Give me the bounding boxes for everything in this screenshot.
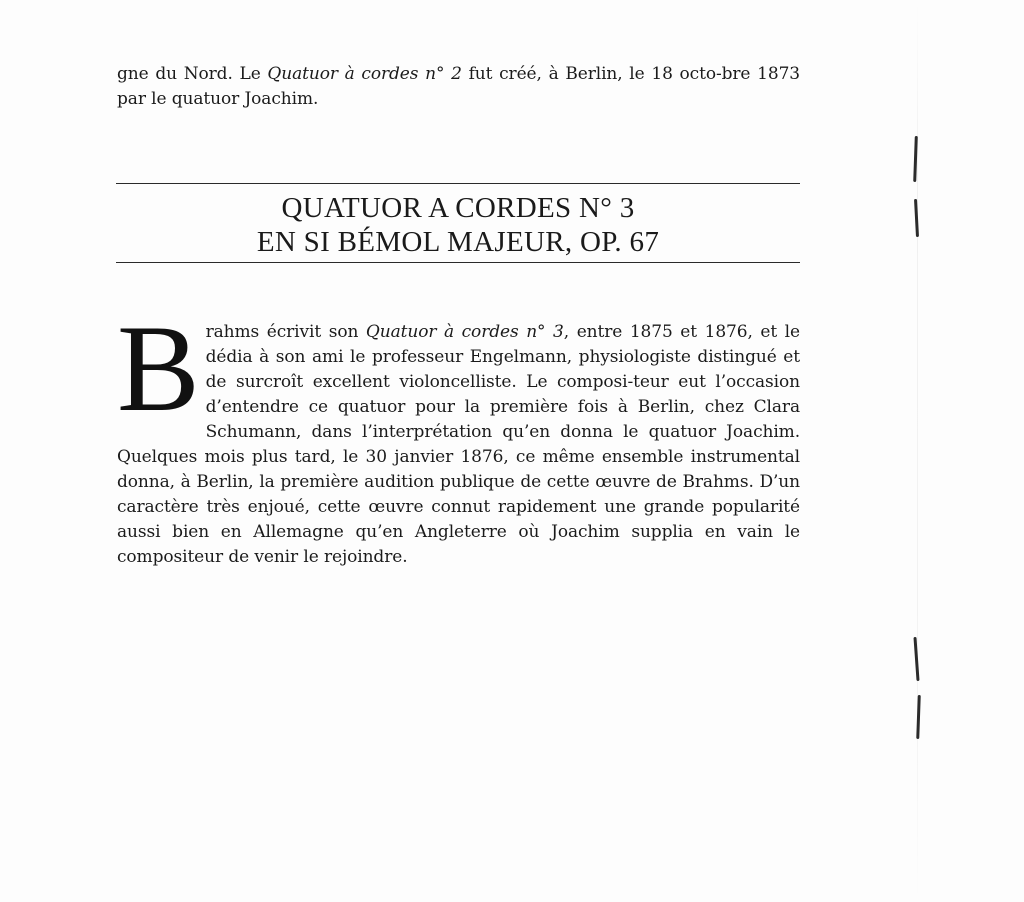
intro-work-title: Quatuor à cordes n° 2 xyxy=(267,64,462,84)
heading-line-2: EN SI BÉMOL MAJEUR, OP. 67 xyxy=(256,226,660,258)
heading-rule-top xyxy=(116,183,800,184)
intro-text-end: fut créé, à Berlin, le 18 octo-bre 1873 par le quatuor Joachim. xyxy=(117,64,800,109)
body-text-start: rahms écrivit son xyxy=(205,322,366,342)
intro-paragraph xyxy=(117,62,800,112)
heading-line-1: QUATUOR A CORDES N° 3 xyxy=(281,192,635,224)
body-work-title: Quatuor à cordes n° 3 xyxy=(365,322,564,342)
staple-mark-4 xyxy=(916,695,921,739)
heading-rule-bottom xyxy=(116,262,800,263)
intro-text-start: gne du Nord. Le xyxy=(117,64,268,84)
body-paragraph xyxy=(117,300,800,570)
section-heading xyxy=(116,191,800,259)
drop-cap: B xyxy=(117,300,200,437)
staple-mark-2 xyxy=(914,199,919,237)
body-text-end: , entre 1875 et 1876, et le dédia à son ami le professeur Engelmann, physiologiste distingué et de surcroît excellent violoncelliste. Le composi-teur eut l’occasion d’entendre ce quatuor pour la première fois à Berlin, chez Clara Schumann, dans l’interprétation qu’en donna le quatuor Joachim. Quelques mois plus tard, le 30 janvier 1876, ce même ensemble instrumental donna, à Berlin, la première audition publique de cette œuvre de Brahms. D’un caractère très enjoué, cette œuvre connut rapidement une grande popularité aussi bien en Allemagne qu’en Angleterre où Joachim supplia en vain le compositeur de venir le rejoindre. xyxy=(117,322,800,567)
staple-mark-3 xyxy=(913,637,919,681)
